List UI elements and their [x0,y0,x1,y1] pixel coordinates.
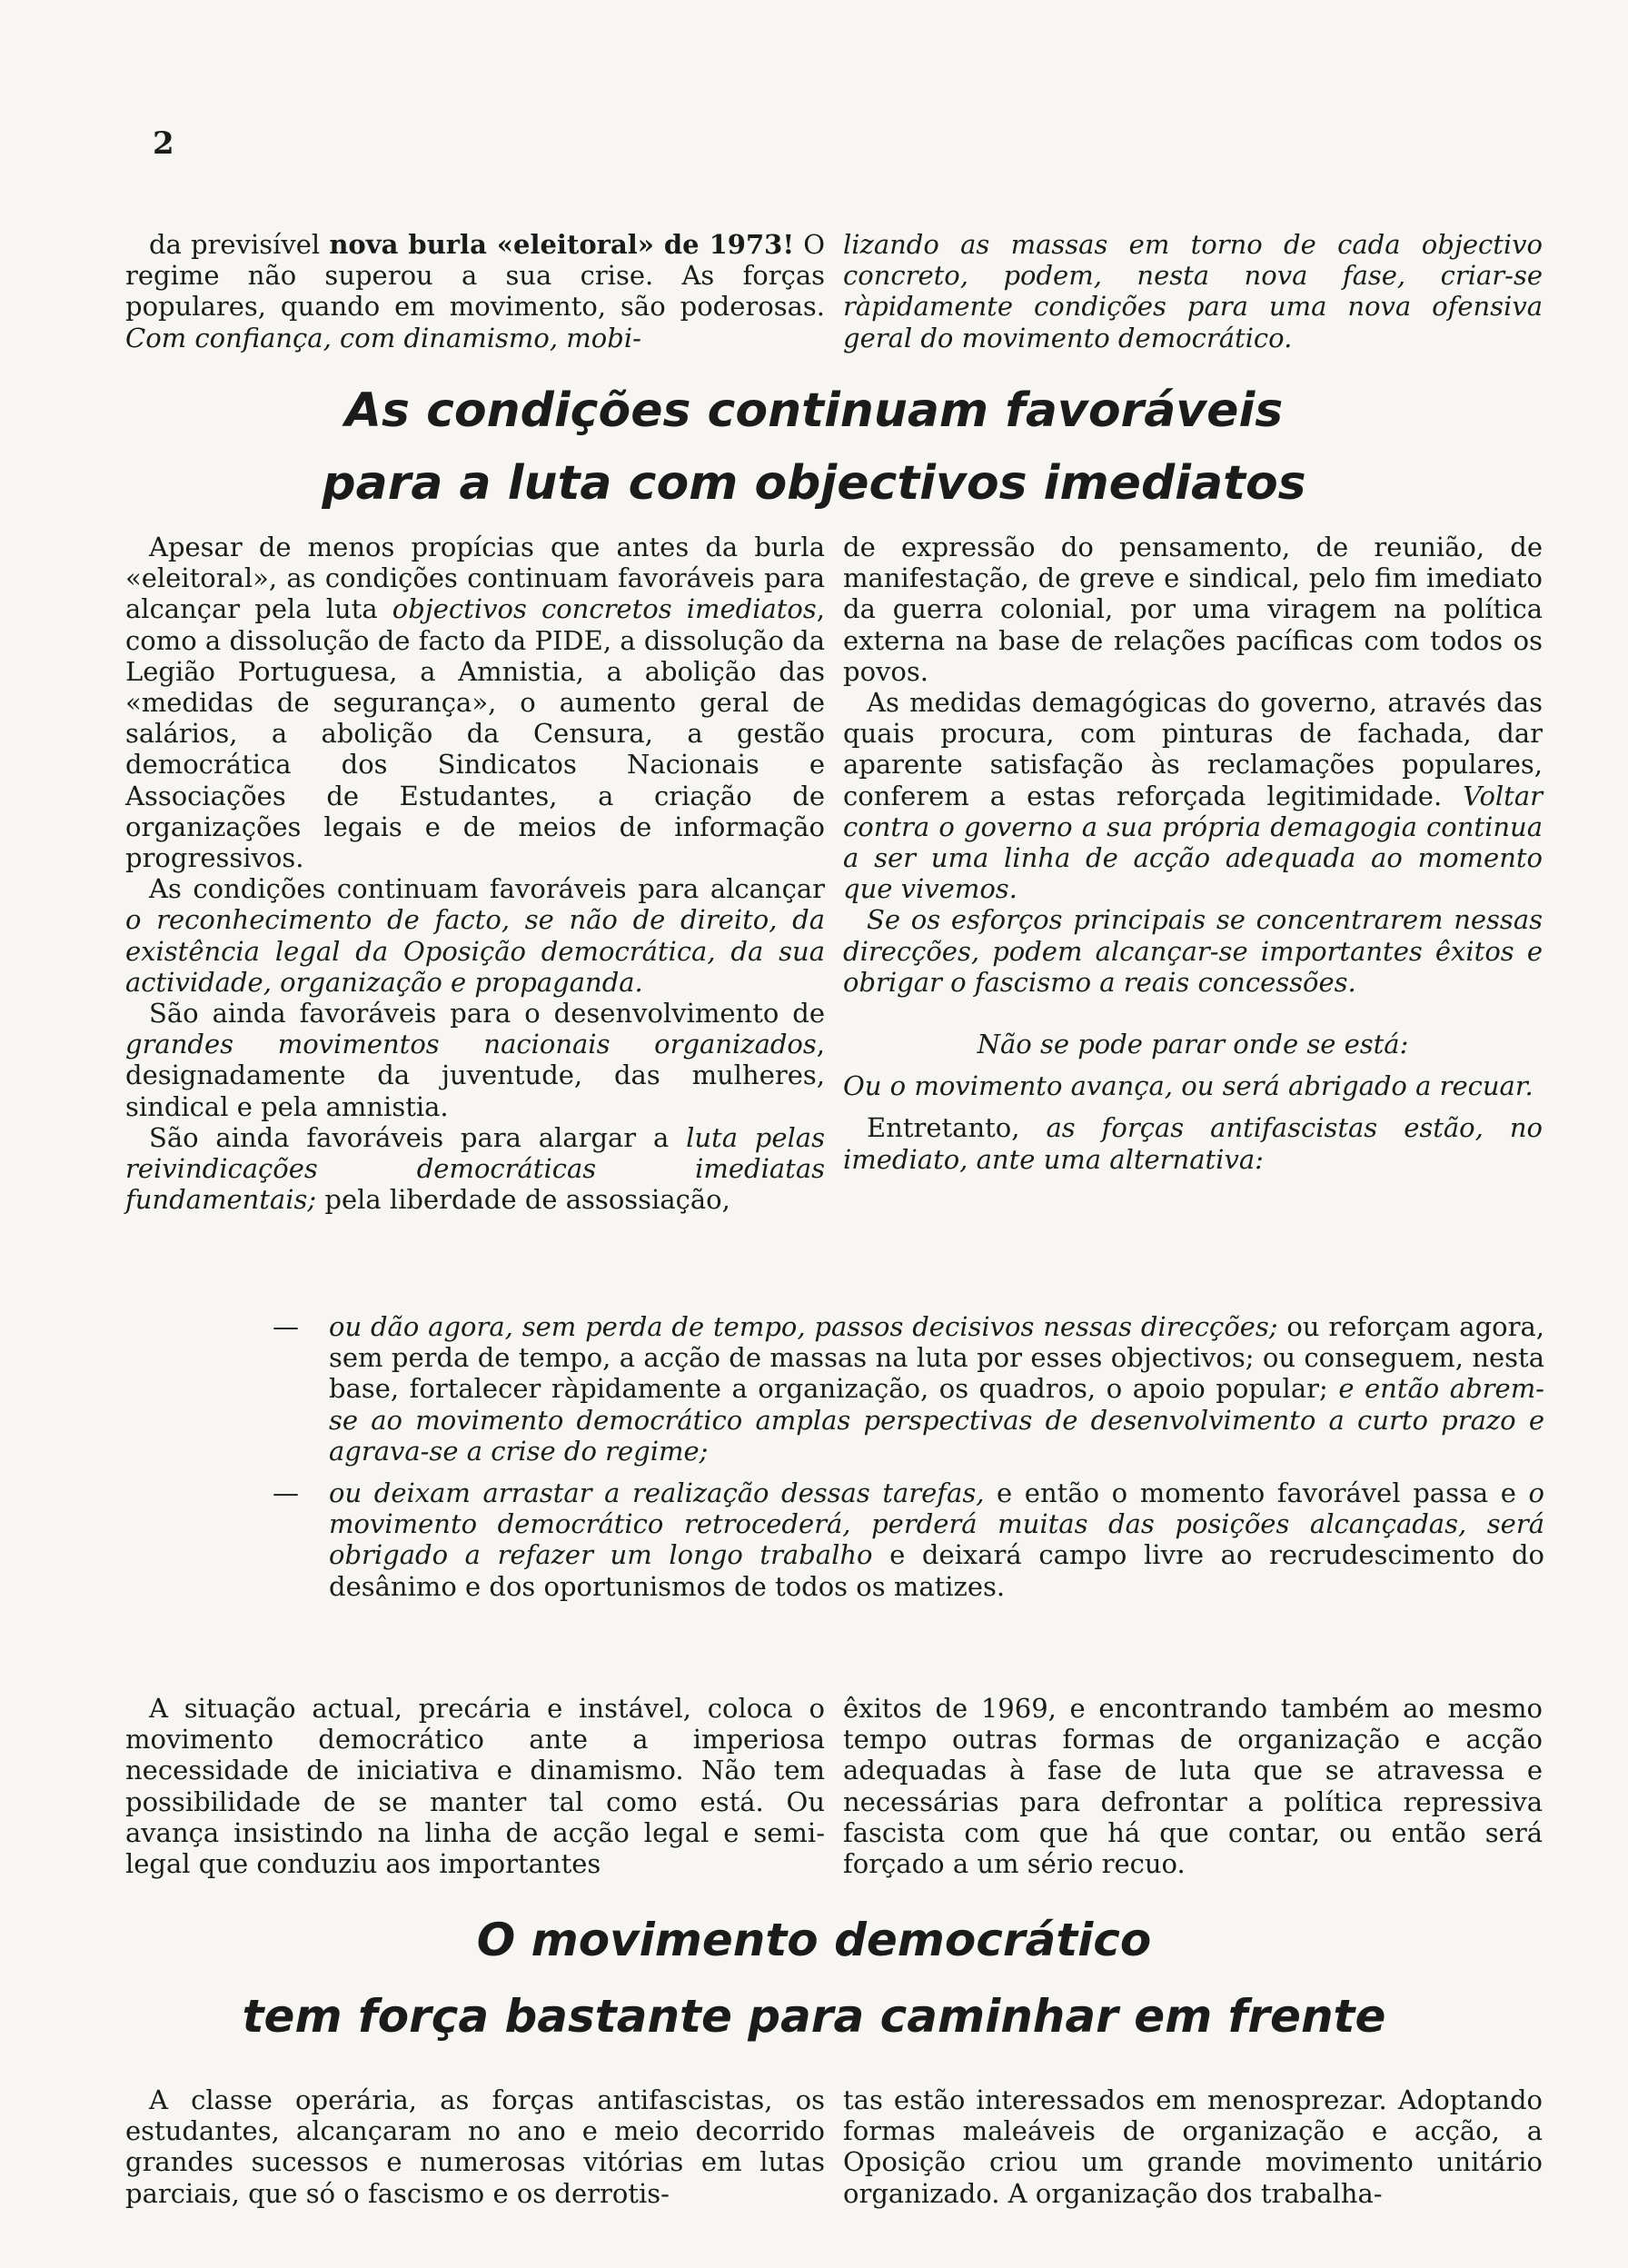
page-number: 2 [153,125,174,162]
section3-left-column [125,2084,825,2209]
intro-right-paragraph [843,229,1543,353]
text: ou reforçam agora, sem perda de tempo, a acção de massas na luta por esses objectivos; ou conseguem, nesta base, fortalecer ràpidamente a organização, os quadros, o apoio popular; [329,1311,1544,1405]
text: As condições continuam favoráveis para alcançar [149,873,825,905]
section-heading-1 [0,374,1628,520]
section1-right-paragraph-6 [843,1112,1543,1174]
section1-right-paragraph-5: Ou o movimento avança, ou será abrigado a recuar. [843,1070,1534,1102]
section3-right-paragraph: tas estão interessados em menosprezar. Adoptando formas maleáveis de organização e acção, a Oposição criou um grande movimento unitário organizado. A organização dos trabalha- [843,2084,1543,2209]
section1-right-paragraph-4: Não se pode parar onde se está: [977,1029,1409,1060]
text: e então o momento favorável passa e [984,1477,1529,1509]
text: , como a dissolução de facto da PIDE, a dissolução da Legião Portuguesa, a Amnistia, a abolição das «medidas de segurança», o aumento geral de salários, a abolição da Censura, a gestão democrática dos Sindicatos Nacionais e Associações de Estudantes, a criação de organizações legais e de meios de informação progressivos. [125,593,825,874]
emphasis: Voltar contra o governo a sua própria demagogia continua a ser uma linha de acção adequada ao momento que vivemos. [843,780,1543,905]
intro-left-paragraph [125,229,825,353]
dash-marker: — [273,1477,299,1509]
section1-right-column [843,532,1543,1175]
emphasis: o movimento democrático retrocederá, perderá muitas das posições alcançadas, será obrigado a refazer um longo trabalho [329,1477,1544,1571]
intro-left-italic: Com confiança, com dinamismo, mobi- [125,322,641,353]
section1-left-paragraph-2 [125,873,825,998]
emphasis: ou dão agora, sem perda de tempo, passos decisivos nessas direcções; [329,1311,1278,1342]
emphasis: grandes movimentos nacionais organizados [125,1029,817,1060]
intro-left-text-2: O regime não superou a sua crise. As forças populares, quando em movimento, são poderosas. [125,229,825,323]
text: As medidas demagógicas do governo, através das quais procura, com pinturas de fachada, dar aparente satisfação às reclamações populares, conferem a estas reforçada legitimidade. [843,687,1543,811]
section1-right-paragraph-3: Se os esforços principais se concentrarem nessas direcções, podem alcançar-se importantes êxitos e obrigar o fascismo a reais concessões. [843,904,1543,998]
emphasis: luta pelas reivindicações democráticas imediatas fundamentais; [125,1121,825,1216]
intro-left-text: da previsível [149,229,330,260]
intro-left-bold: nova burla «eleitoral» de 1973! [329,229,795,260]
section1-left-paragraph-4 [125,1122,825,1216]
section-heading-1-line-1: As condições continuam favoráveis [344,383,1284,438]
emphasis: as forças antifascistas estão, no imediato, ante uma alternativa: [843,1112,1544,1175]
text: pela liberdade de assossiação, [316,1184,730,1216]
section-heading-1-line-2: para a luta com objectivos imediatos [322,456,1306,511]
text: Apesar de menos propícias que antes da burla «eleitoral», as condições continuam favoráveis para alcançar pela luta [125,532,825,625]
emphasis: o reconhecimento de facto, se não de direito, da existência legal da Oposição democrática, da sua actividade, organização e propaganda. [125,904,825,998]
text: São ainda favoráveis para alargar a [149,1121,687,1153]
text: , designadamente da juventude, das mulheres, sindical e pela amnistia. [125,1029,825,1122]
section1-right-paragraph-1: de expressão do pensamento, de reunião, de manifestação, de greve e sindical, pelo fim imediato da guerra colonial, por uma viragem na política externa na base de relações pacíficas com todos os povos. [843,532,1543,687]
alternative-item-1 [273,1311,1544,1467]
section-heading-2 [0,1902,1628,2054]
section1-left-paragraph-1 [125,532,825,873]
section3-right-column [843,2084,1543,2209]
section3-left-paragraph: A classe operária, as forças antifascistas, os estudantes, alcançaram no ano e meio decorrido grandes sucessos e numerosas vitórias em lutas parciais, que só o fascismo e os derrotis- [125,2084,825,2209]
text: e deixará campo livre ao recrudescimento do desânimo e dos oportunismos de todos os matizes. [329,1539,1545,1602]
section1-left-column [125,532,825,1215]
section2-left-paragraph: A situação actual, precária e instável, coloca o movimento democrático ante a imperiosa necessidade de iniciativa e dinamismo. Não tem possibilidade de se manter tal como está. Ou avança insistindo na linha de acção legal e semi-legal que conduziu aos importantes [125,1693,825,1880]
section-heading-2-line-2: tem força bastante para caminhar em frente [242,1990,1386,2043]
emphasis: ou deixam arrastar a realização dessas tarefas, [329,1477,985,1509]
alternative-item-2 [273,1477,1544,1602]
intro-right-italic: lizando as massas em torno de cada objectivo concreto, podem, nesta nova fase, criar-se ràpidamente condições para uma nova ofensiva geral do movimento democrático. [843,229,1543,353]
section2-left-column [125,1693,825,1879]
section1-right-paragraph-2 [843,687,1543,904]
section-heading-2-line-1: O movimento democrático [476,1914,1152,1966]
section1-left-paragraph-3 [125,998,825,1122]
section2-right-column [843,1693,1543,1879]
section2-right-paragraph: êxitos de 1969, e encontrando também ao mesmo tempo outras formas de organização e acção adequadas à fase de luta que se atravessa e necessárias para defrontar a política repressiva fascista com que há que contar, ou então será forçado a um sério recuo. [843,1693,1543,1880]
text: Entretanto, [867,1112,1047,1144]
intro-left-column [125,229,825,353]
emphasis: e então abrem-se ao movimento democrático amplas perspectivas de desenvolvimento a curto prazo e agrava-se a crise do regime; [329,1373,1544,1467]
alternatives-list [273,1311,1544,1613]
emphasis: objectivos concretos imediatos [392,593,817,625]
text: São ainda favoráveis para o desenvolvimento de [149,998,825,1030]
dash-marker: — [273,1311,299,1342]
intro-right-column [843,229,1543,353]
